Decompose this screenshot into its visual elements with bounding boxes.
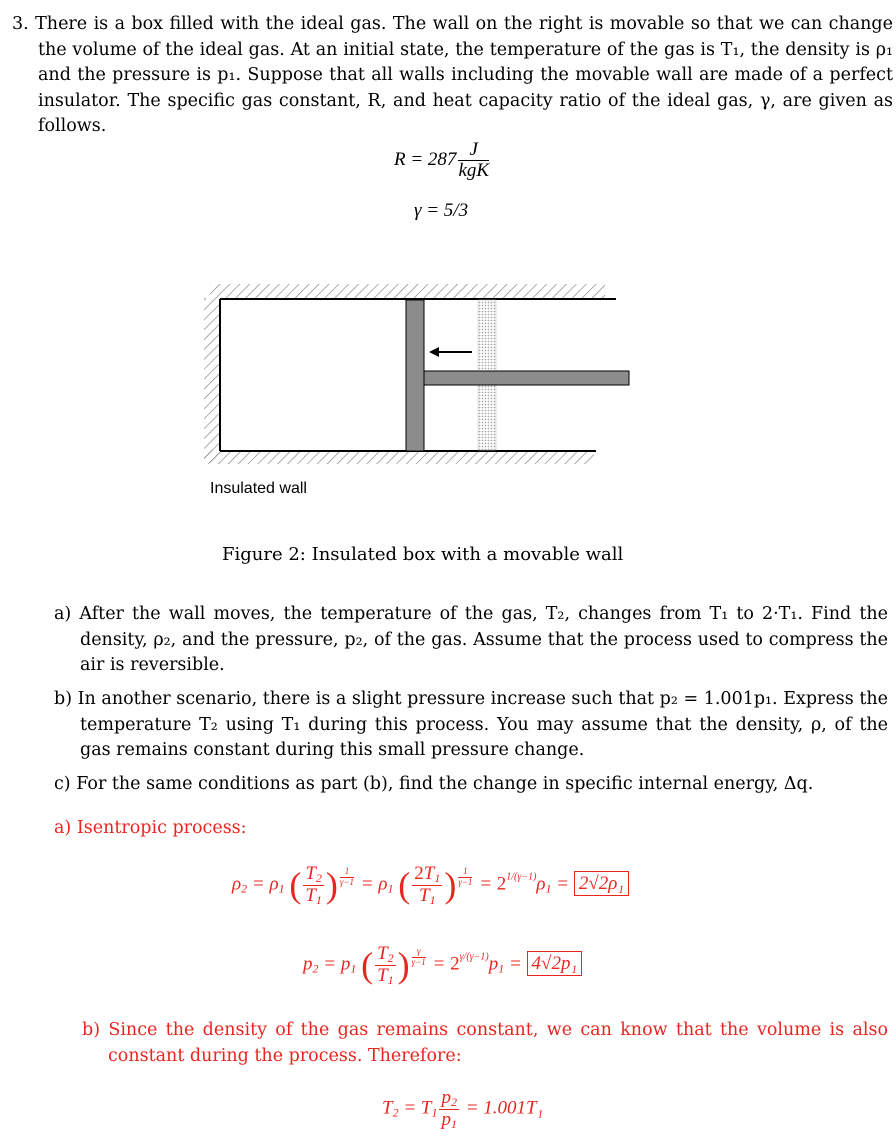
piston-rod [424,371,629,385]
T2-result: = 1.001T₁ [465,1097,544,1119]
question-c: c) For the same conditions as part (b), find the change in specific internal energy, Δq. [54,774,814,794]
equation-T2: $T_2 = T_1$ $\frac{p_2}{p_1}$ = 1.001T₁ [382,1087,544,1131]
solution-b-text: b) Since the density of the gas remains constant, we can know that the volume is also constant during the process. Therefore: [82,1020,888,1066]
equation-p2: $p_2 = p_1$ ( $\frac{T_2}{T_1}$ ) $^{\frac{\gamma}{\gamma-1}}$ = $2^{\gamma/(\gamma-1)}p_1 = 4√2p_1$ [303,944,582,986]
equation-R: R = 287 $\frac{J}{\text{kgK}}$ [394,139,490,181]
insulated-wall-label: Insulated wall [210,480,307,497]
top-wall-hatch [210,284,605,298]
problem-intro-text: There is a box filled with the ideal gas. The wall on the right is movable so that we can change the volume of the ideal gas. At an initial state, the temperature of the gas is T₁, the density is ρ₁ and the pressure is p₁. Suppose that all walls including the movable wall are made of a perfect insulator. The specific gas constant, R, and heat capacity ratio of the ideal gas, γ, are given as follows. [35,14,893,136]
left-wall-hatch [204,298,220,463]
figure-caption: Figure 2: Insulated box with a movable wall [222,544,624,565]
equation-rho2: $\rho_2 = \rho_1$ ( $\frac{T_2}{T_1}$ ) $^{\frac{1}{\gamma-1}}$ = $\rho_1$ ( $\frac{2T_1}{T_1}$ ) $^{\frac{1}{\gamma-1}}$ = $2^{1/(\gamma-1)}\rho_1 = 2√2\rho_1$ [232,864,629,906]
solution-a-heading: a) Isentropic process: [54,818,247,838]
equation-gamma: γ = 5/3 [414,200,469,221]
p2-answer-box: 4√2p₁ [527,951,583,976]
problem-number: 3. [12,14,29,34]
rho2-answer-box: 2√2ρ₁ [574,871,629,896]
insulated-box-figure [196,268,636,478]
question-a: a) After the wall moves, the temperature of the gas, T₂, changes from T₁ to 2·T₁. Find the density, ρ₂, and the pressure, p₂, of the gas. Assume that the process used to compress the air is reversible. [54,604,888,675]
movable-wall [406,300,424,451]
bottom-wall-hatch [204,450,594,464]
problem-intro [12,12,893,140]
question-b: b) In another scenario, there is a slight pressure increase such that p₂ = 1.001p₁. Express the temperature T₂ using T₁ during this process. You may assume that the density, ρ, of the gas remains constant during this small pressure change. [54,689,888,760]
